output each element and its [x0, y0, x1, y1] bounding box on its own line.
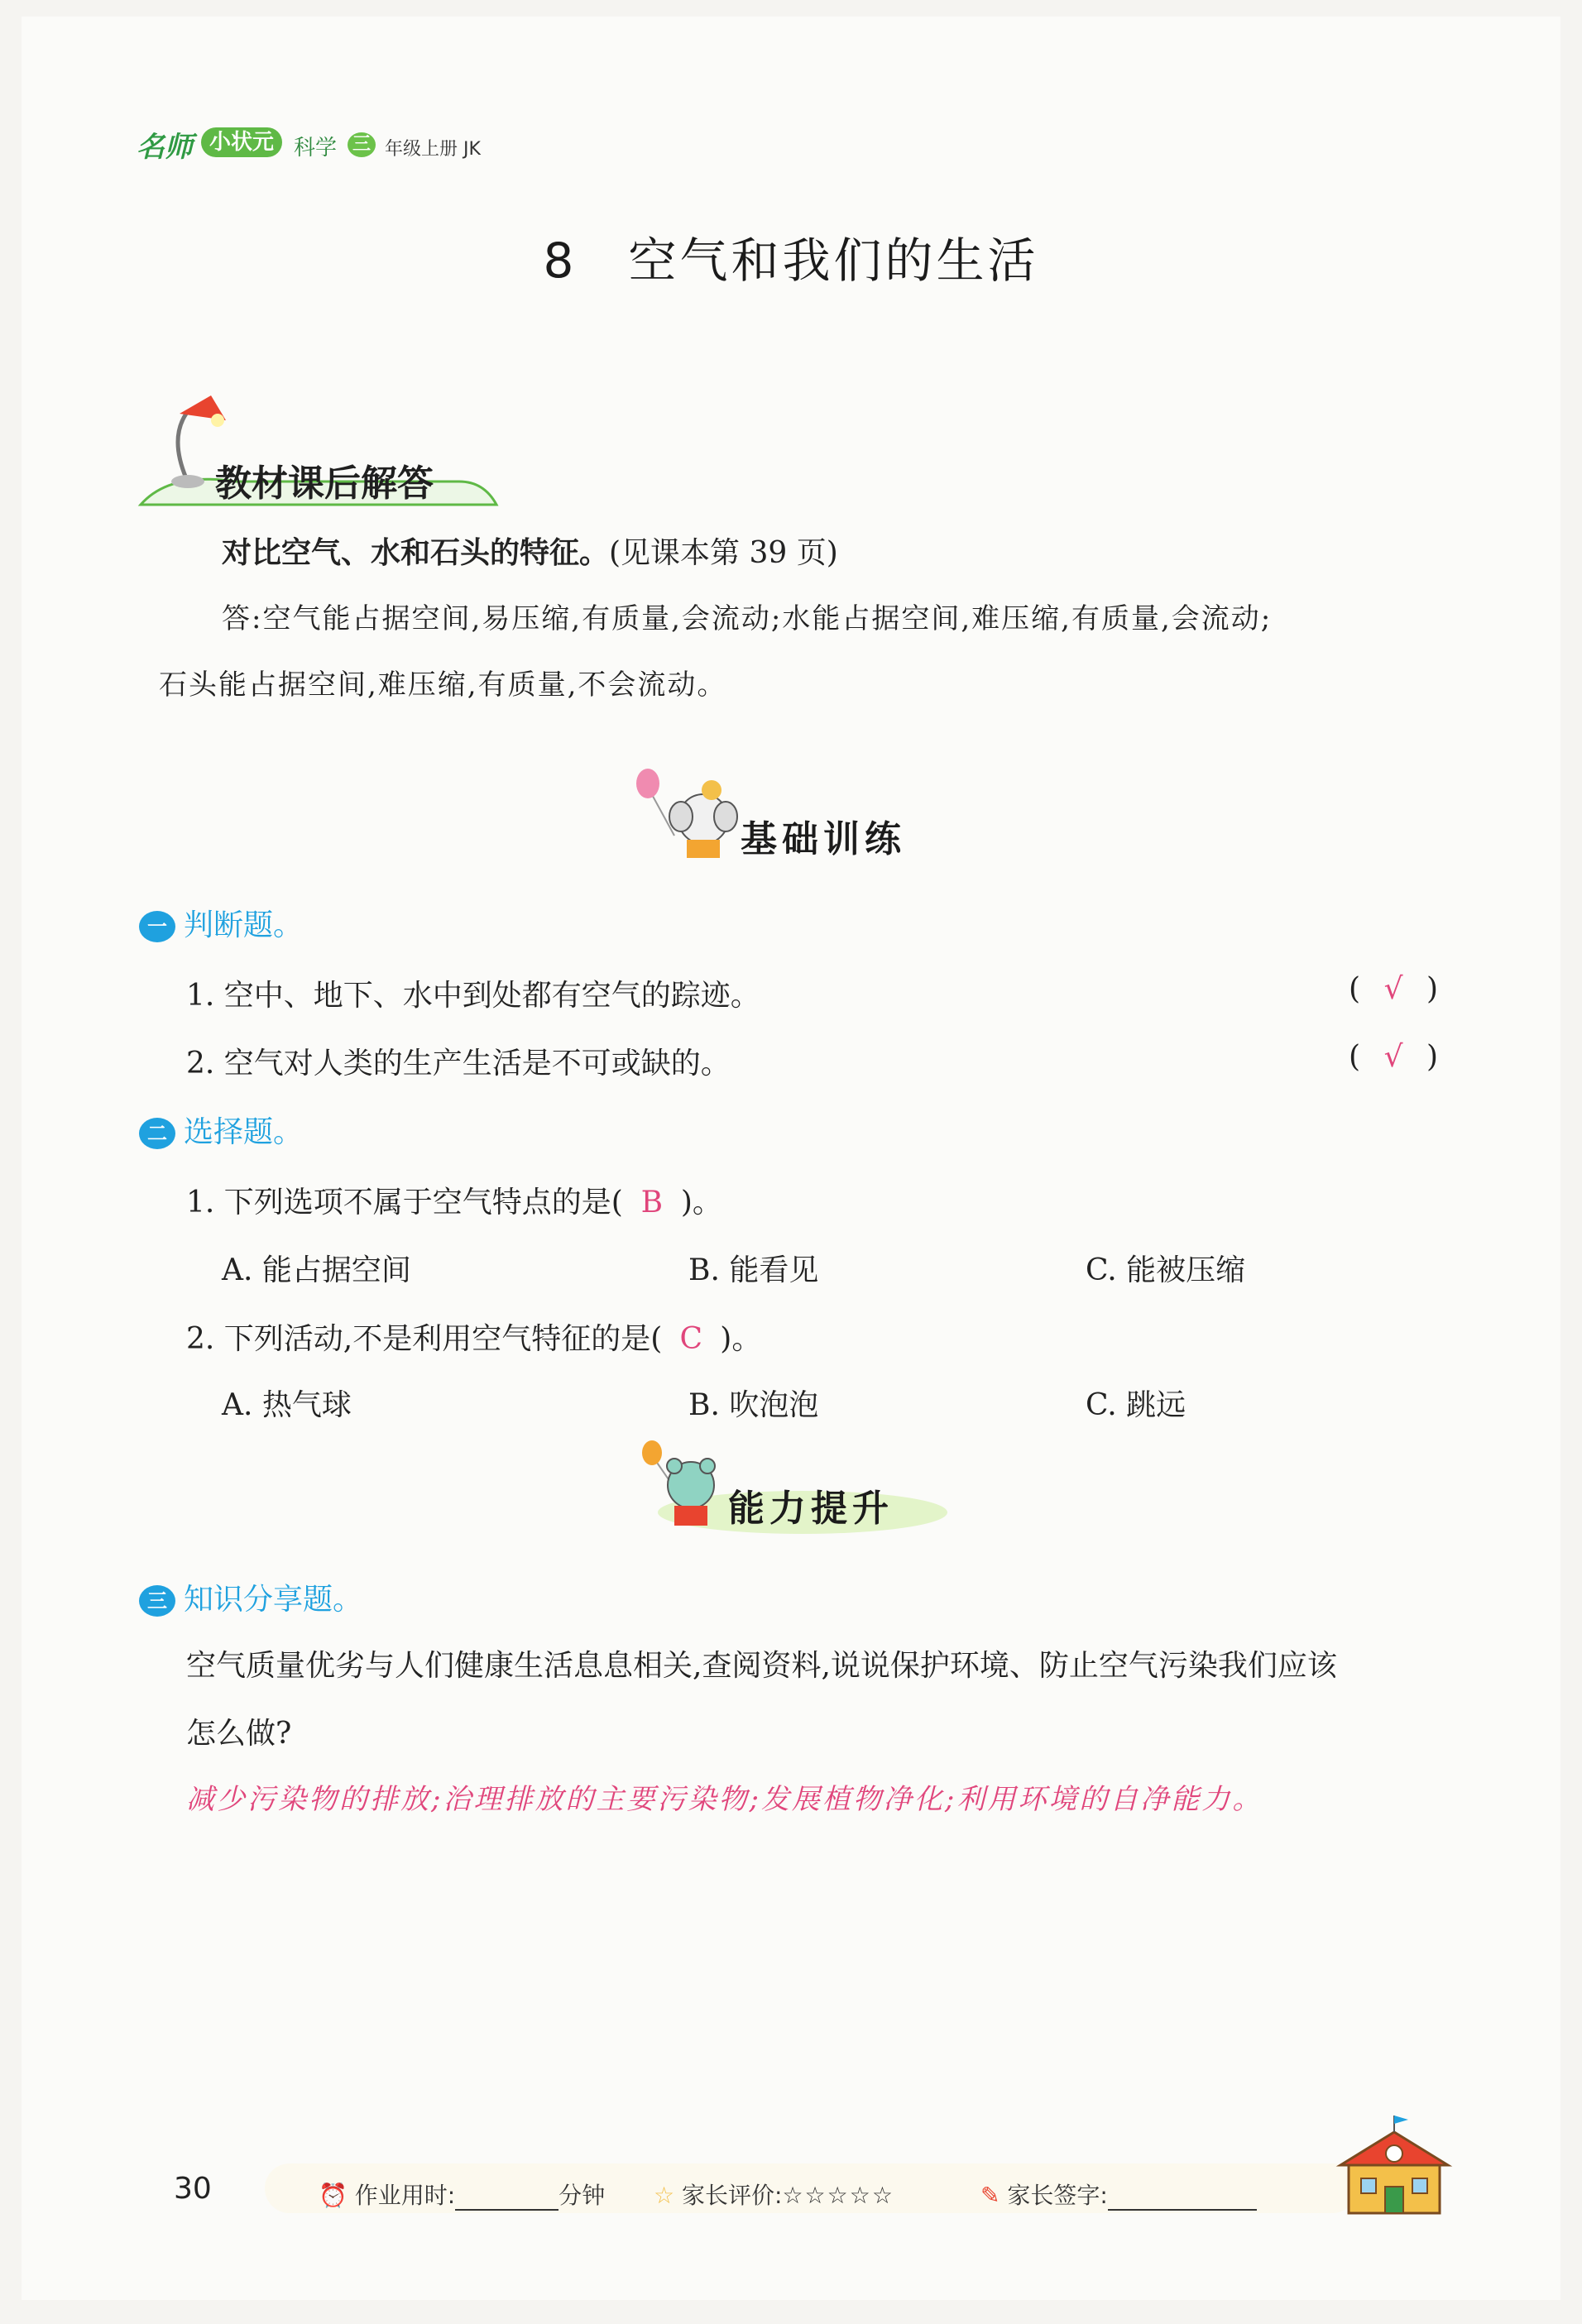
page-title: 8 空气和我们的生活 — [543, 232, 1039, 289]
parent-signature — [980, 2178, 1257, 2211]
homework-time — [319, 2178, 605, 2211]
stem-text: 1. 下列选项不属于空气特点的是( — [186, 1186, 623, 1220]
header-subject: 科学 — [294, 136, 338, 161]
choice-question-1 — [186, 1179, 722, 1221]
brand-name: 名师 — [137, 131, 193, 164]
question-ref: (见课本第 39 页) — [609, 536, 838, 570]
choice-option: B. 吹泡泡 — [688, 1388, 819, 1422]
question-bold: 对比空气、水和石头的特征。 — [222, 536, 610, 570]
judgment-item-2: 2. 空气对人类的生产生活是不可或缺的。 — [186, 1047, 731, 1081]
alarm-clock-icon: ⏰ — [319, 2182, 348, 2209]
rating-label: 家长评价: — [682, 2182, 783, 2209]
answer-mark: √ — [1383, 972, 1403, 1006]
share-prompt-line-1: 空气质量优劣与人们健康生活息息相关,查阅资料,说说保护环境、防止空气污染我们应该 — [186, 1649, 1337, 1683]
section-badge-1: 一 — [139, 911, 175, 942]
rating-stars[interactable]: ☆☆☆☆☆ — [782, 2182, 894, 2209]
page-number: 30 — [174, 2172, 212, 2206]
choice-question-2 — [186, 1315, 761, 1358]
choice-answer: B — [640, 1186, 664, 1220]
judgment-title: 判断题。 — [184, 908, 304, 942]
school-house-icon — [1332, 2114, 1456, 2221]
section-banner-basic: 基础训练 — [741, 818, 906, 860]
judgment-answer-1: ( √ ) — [1349, 972, 1439, 1006]
time-label: 作业用时: — [354, 2182, 456, 2209]
brand-highlight: 小状元 — [201, 127, 282, 157]
share-title: 知识分享题。 — [184, 1583, 363, 1617]
section-banner-ability: 能力提升 — [728, 1488, 894, 1530]
choice-title: 选择题。 — [184, 1115, 304, 1149]
stem-end: )。 — [720, 1322, 762, 1356]
stem-end: )。 — [680, 1186, 722, 1220]
choice-option: B. 能看见 — [688, 1253, 819, 1287]
parent-rating — [654, 2178, 894, 2211]
pencil-icon: ✎ — [980, 2182, 1000, 2209]
choice-section-header — [139, 1109, 303, 1151]
time-blank[interactable] — [455, 2209, 558, 2211]
header-grade: 年级上册 JK — [385, 139, 481, 160]
section-badge-3: 三 — [139, 1585, 175, 1617]
stem-text: 2. 下列活动,不是利用空气特征的是( — [186, 1322, 663, 1356]
choice-option: C. 跳远 — [1086, 1388, 1186, 1422]
choice-answer: C — [679, 1322, 703, 1356]
sign-label: 家长签字: — [1007, 2182, 1108, 2209]
share-prompt-line-2: 怎么做? — [186, 1717, 292, 1751]
share-section-header — [139, 1576, 362, 1618]
judgment-section-header — [139, 902, 303, 944]
answer-line-2: 石头能占据空间,难压缩,有质量,不会流动。 — [159, 668, 727, 702]
choice-option: A. 热气球 — [222, 1388, 352, 1422]
section-banner-textbook: 教材课后解答 — [215, 462, 434, 505]
answer-line-1: 答:空气能占据空间,易压缩,有质量,会流动;水能占据空间,难压缩,有质量,会流动; — [222, 602, 1273, 635]
textbook-question — [222, 529, 838, 572]
time-unit: 分钟 — [558, 2182, 606, 2209]
judgment-item-1: 1. 空中、地下、水中到处都有空气的踪迹。 — [186, 979, 760, 1013]
section-badge-2: 二 — [139, 1118, 175, 1149]
answer-mark: √ — [1383, 1040, 1403, 1074]
judgment-answer-2: ( √ ) — [1349, 1040, 1439, 1074]
share-answer: 减少污染物的排放;治理排放的主要污染物;发展植物净化;利用环境的自净能力。 — [186, 1783, 1263, 1816]
grade-badge: 三 — [348, 132, 376, 157]
choice-option: A. 能占据空间 — [222, 1253, 411, 1287]
star-icon: ☆ — [654, 2182, 675, 2209]
page-sheet — [22, 17, 1560, 2300]
choice-option: C. 能被压缩 — [1086, 1253, 1246, 1287]
signature-blank[interactable] — [1108, 2209, 1257, 2211]
